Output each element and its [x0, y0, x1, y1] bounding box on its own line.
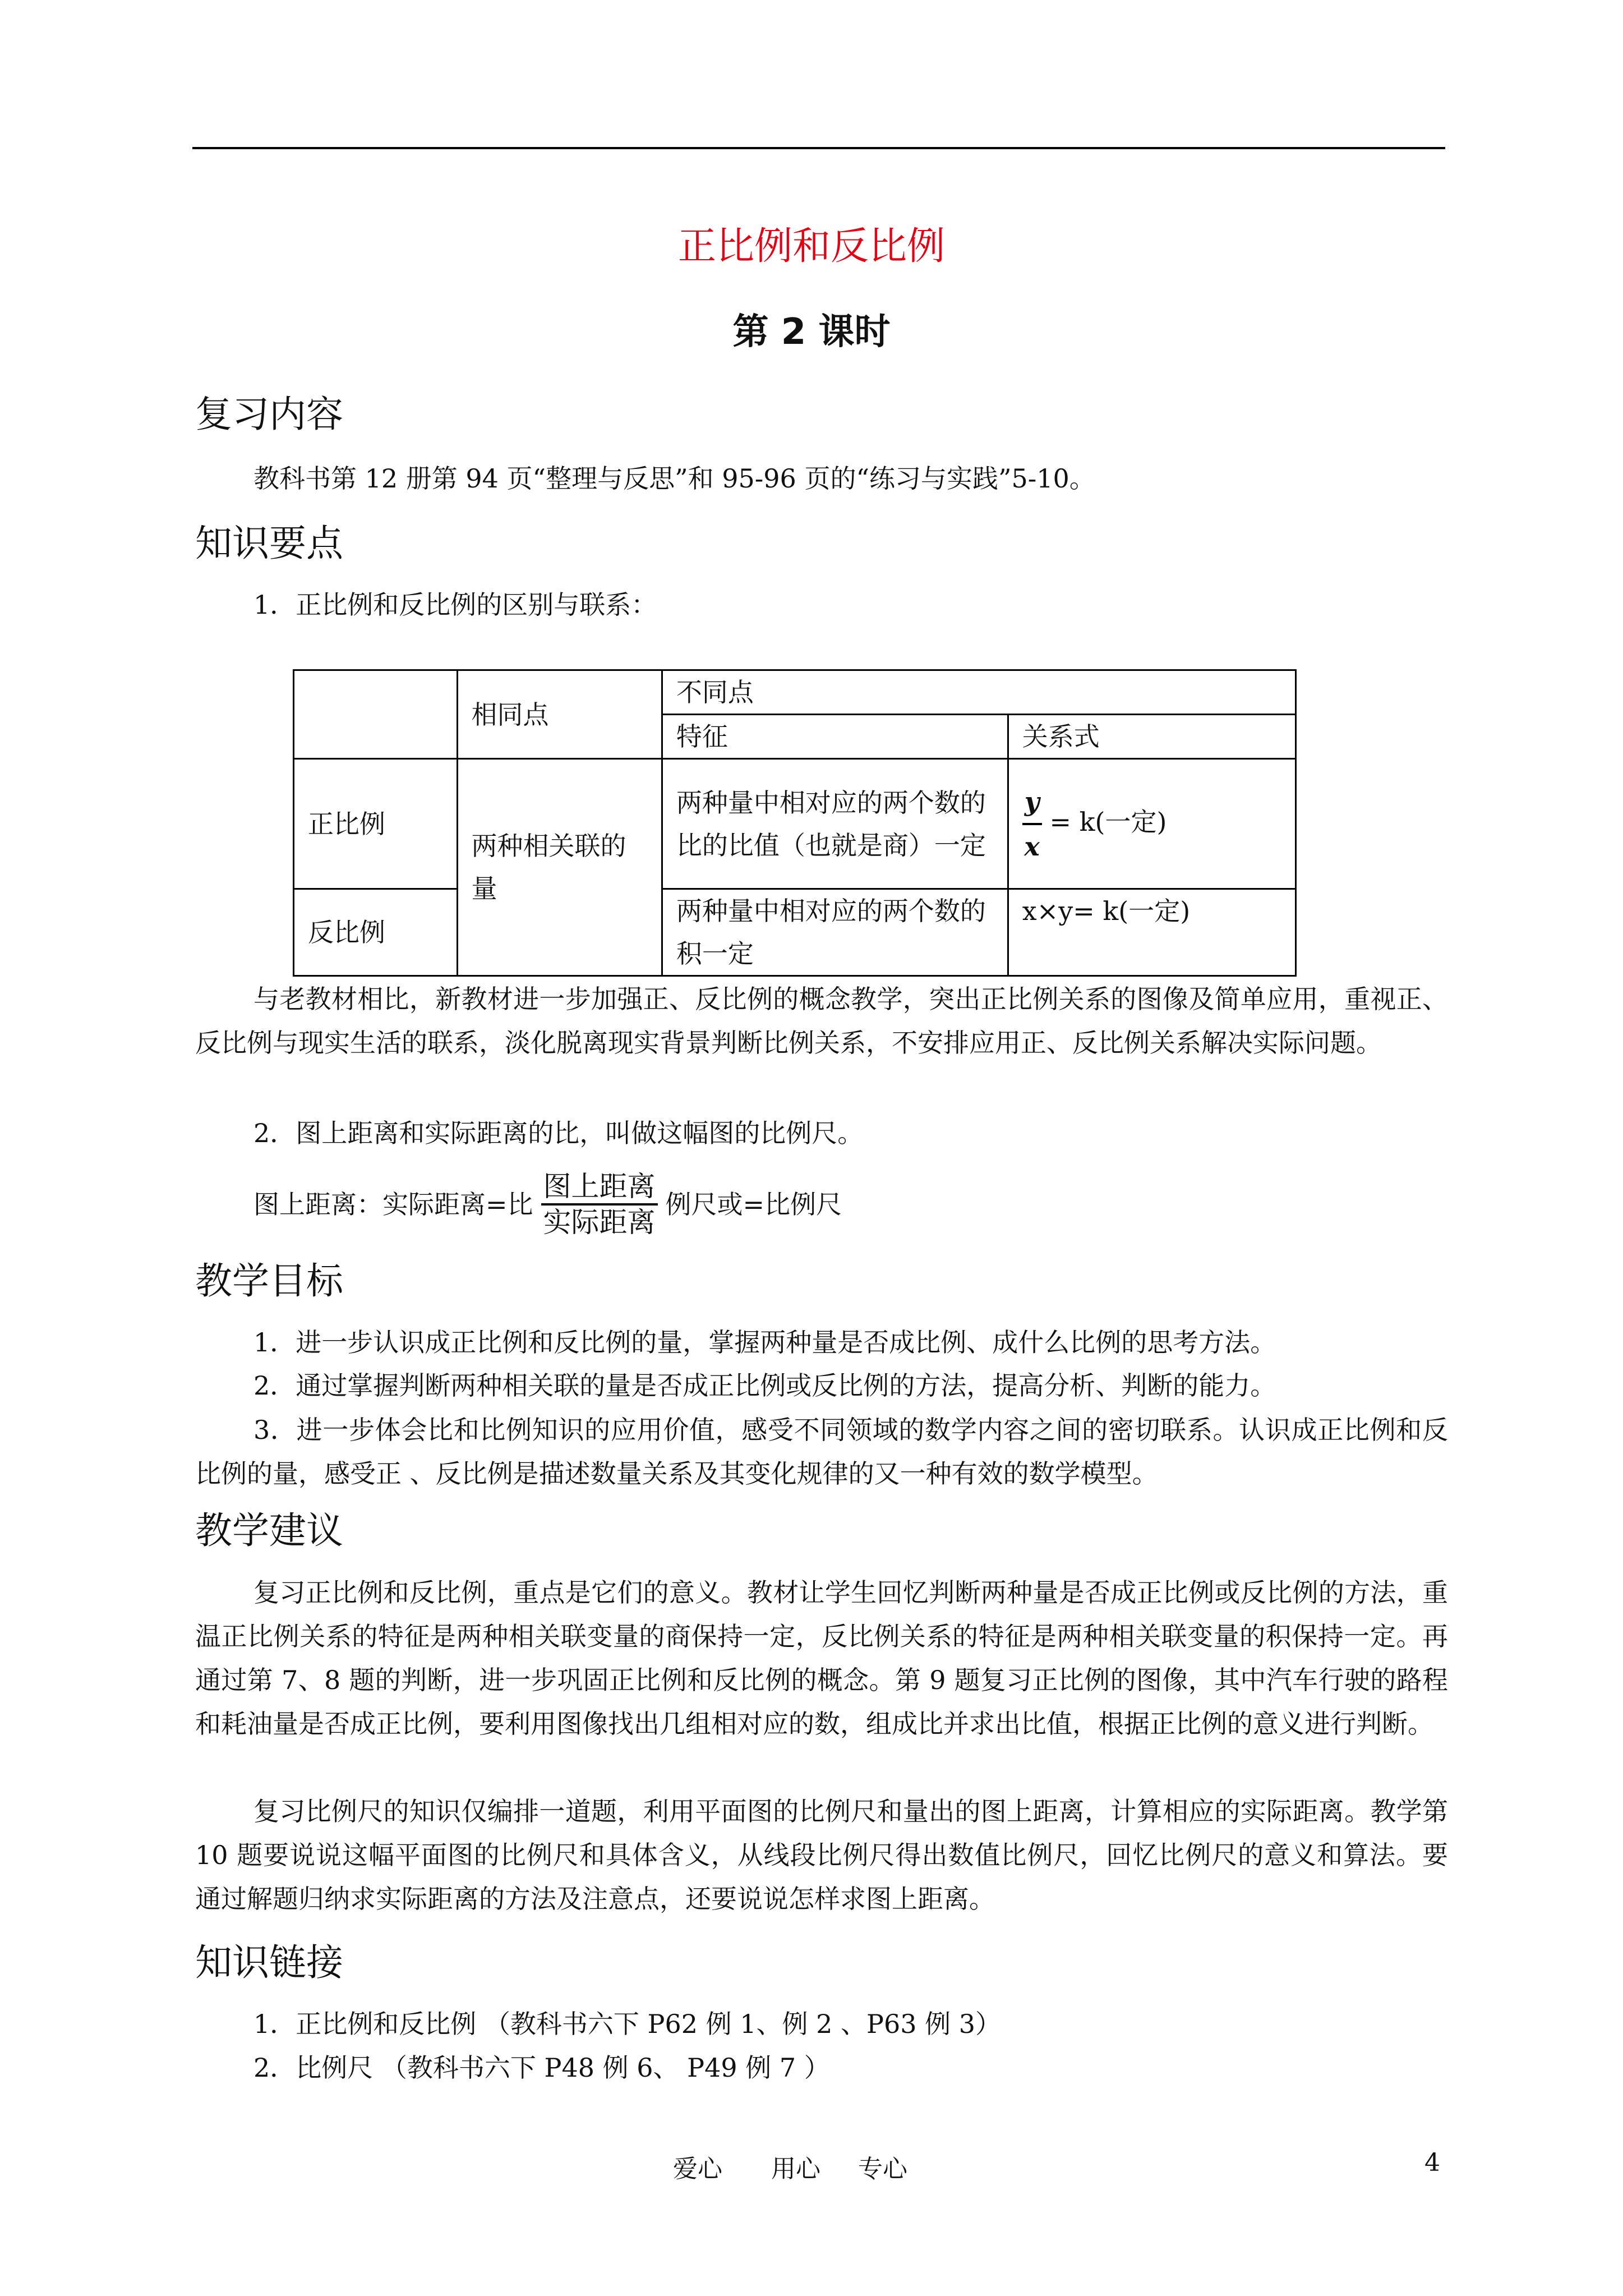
table-direct-formula	[1008, 759, 1295, 889]
heading-key-points: 知识要点	[195, 522, 343, 565]
direct-formula-fraction	[1022, 780, 1042, 868]
goals-item-2: 2．通过掌握判断两种相关联的量是否成正比例或反比例的方法，提高分析、判断的能力。	[253, 1370, 1276, 1401]
heading-goals: 教学目标	[195, 1259, 343, 1303]
scale-formula-denominator: 实际距离	[543, 1206, 656, 1239]
goals-item-1: 1．进一步认识成正比例和反比例的量，掌握两种量是否成比例、成什么比例的思考方法。	[253, 1327, 1276, 1358]
footer-motto-3: 专心	[858, 2155, 907, 2183]
table-row-inverse-label: 反比例	[294, 889, 458, 976]
page-number: 4	[1424, 2148, 1440, 2177]
goals-item-3: 3．进一步体会比和比例知识的应用价值，感受不同领域的数学内容之间的密切联系。认识成正比例和反比例的量，感受正 、反比例是描述数量关系及其变化规律的又一种有效的数学模型。	[195, 1415, 1448, 1489]
scale-formula-left: 图上距离：实际距离=比	[253, 1189, 533, 1220]
table-header-feature: 特征	[662, 715, 1008, 759]
scale-formula-numerator: 图上距离	[541, 1170, 658, 1205]
scale-formula-fraction	[541, 1170, 658, 1239]
table-same-value: 两种相关联的量	[457, 759, 662, 976]
table-header-same: 相同点	[457, 670, 662, 759]
review-content-text: 教科书第 12 册第 94 页“整理与反思”和 95-96 页的“练习与实践”5-10。	[253, 463, 1095, 494]
scale-formula-right: 例尺或=比例尺	[665, 1189, 842, 1220]
table-direct-feature: 两种量中相对应的两个数的比的比值（也就是商）一定	[662, 759, 1008, 889]
table-corner-cell	[294, 670, 458, 759]
heading-review-content: 复习内容	[195, 393, 343, 436]
suggestions-paragraph-2: 复习比例尺的知识仅编排一道题，利用平面图的比例尺和量出的图上距离，计算相应的实际距离。教学第 10 题要说说这幅平面图的比例尺和具体含义，从线段比例尺得出数值比例尺，回忆比例尺的意义和算法。要通过解题归纳求实际距离的方法及注意点，还要说说怎样求图上距离。	[195, 1796, 1448, 1914]
direct-formula-rest: = k(一定)	[1049, 806, 1167, 837]
page-subtitle: 第 2 课时	[732, 311, 891, 353]
key-points-item-2: 2．图上距离和实际距离的比，叫做这幅图的比例尺。	[253, 1118, 864, 1148]
footer-motto-2: 用心	[771, 2155, 820, 2183]
scale-formula	[253, 1170, 842, 1239]
links-item-1: 1．正比例和反比例 （教科书六下 P62 例 1、例 2 、P63 例 3）	[253, 2009, 1002, 2039]
table-inverse-feature: 两种量中相对应的两个数的积一定	[662, 889, 1008, 976]
links-item-2: 2．比例尺 （教科书六下 P48 例 6、 P49 例 7 ）	[253, 2053, 830, 2083]
table-header-different: 不同点	[662, 670, 1295, 715]
heading-links: 知识链接	[195, 1941, 343, 1984]
heading-suggestions: 教学建议	[195, 1509, 343, 1552]
page-title: 正比例和反比例	[677, 224, 945, 269]
footer-motto-1: 爱心	[673, 2155, 722, 2183]
comparison-table	[293, 669, 1297, 977]
header-rule	[192, 147, 1445, 149]
direct-formula-denominator: x	[1024, 831, 1040, 862]
table-inverse-formula: x×y= k(一定)	[1008, 889, 1295, 976]
key-points-item-1: 1．正比例和反比例的区别与联系：	[253, 590, 657, 620]
table-row-direct-label: 正比例	[294, 759, 458, 889]
direct-formula-numerator: y	[1022, 780, 1042, 825]
suggestions-paragraph-1: 复习正比例和反比例，重点是它们的意义。教材让学生回忆判断两种量是否成正比例或反比例的方法，重温正比例关系的特征是两种相关联变量的商保持一定，反比例关系的特征是两种相关联变量的积保持一定。再通过第 7、8 题的判断，进一步巩固正比例和反比例的概念。第 9 题复习正比例的图像，其中汽车行驶的路程和耗油量是否成正比例，要利用图像找出几组相对应的数，组成比并求出比值，根据正比例的意义进行判断。	[195, 1577, 1448, 1739]
key-points-paragraph: 与老教材相比，新教材进一步加强正、反比例的概念教学，突出正比例关系的图像及简单应用，重视正、反比例与现实生活的联系，淡化脱离现实背景判断比例关系，不安排应用正、反比例关系解决实际问题。	[195, 984, 1448, 1058]
table-header-relation: 关系式	[1008, 715, 1295, 759]
